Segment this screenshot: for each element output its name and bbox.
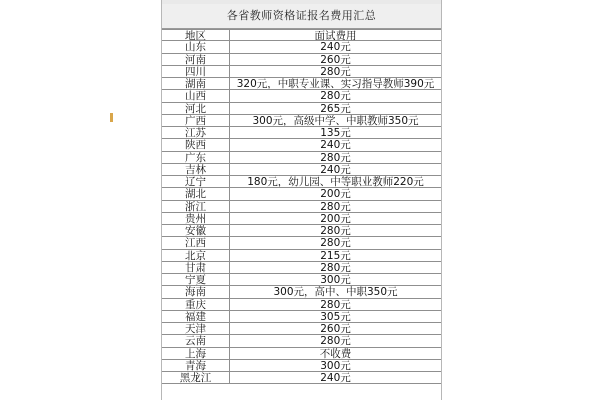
table-row [162,139,441,151]
cell-fee: 280元 [320,225,351,237]
cell-region: 广西 [162,115,230,126]
table-row [162,54,441,66]
cell-fee: 280元 [320,261,351,273]
cell-fee: 320元，中职专业课、实习指导教师390元 [236,78,435,90]
cell-region: 湖南 [162,78,230,89]
cell-region: 湖北 [162,188,230,199]
cell-region: 江苏 [162,127,230,138]
table-row [162,323,441,335]
cell-region: 辽宁 [162,176,230,187]
table-row [162,78,441,90]
cell-fee: 280元 [320,90,351,102]
cell-fee: 260元 [320,53,351,65]
table-row [162,274,441,286]
cell-fee: 280元 [320,151,351,163]
cell-fee: 305元 [320,310,351,322]
cell-fee: 200元 [320,212,351,224]
header-fee: 面试费用 [314,30,357,41]
cell-region: 河北 [162,103,230,114]
cell-fee: 300元，高级中学、中职教师350元 [252,114,419,126]
table-row [162,360,441,372]
cell-region: 黑龙江 [162,372,230,383]
cell-fee: 240元 [320,372,351,384]
spreadsheet-table [161,0,442,400]
cell-fee: 300元 [320,359,351,371]
table-row [162,372,441,384]
cell-fee: 280元 [320,335,351,347]
table-row [162,103,441,115]
cell-region: 广东 [162,152,230,163]
cell-fee: 不收费 [319,347,352,359]
cell-region: 河南 [162,54,230,65]
cell-region: 上海 [162,348,230,359]
cell-fee: 135元 [320,127,351,139]
table-row [162,299,441,311]
cell-region: 福建 [162,311,230,322]
cell-region: 浙江 [162,201,230,212]
cell-fee: 240元 [320,139,351,151]
table-row [162,286,441,298]
table-row [162,237,441,249]
cell-region: 四川 [162,66,230,77]
table-row [162,66,441,78]
cell-fee: 280元 [320,65,351,77]
table-row [162,262,441,274]
cell-region: 云南 [162,335,230,346]
cell-fee: 200元 [320,188,351,200]
table-row [162,115,441,127]
cell-marker [110,113,113,122]
table-row [162,348,441,360]
cell-region: 山西 [162,90,230,101]
cell-fee: 280元 [320,237,351,249]
cell-fee: 300元，高中、中职350元 [273,286,398,298]
table-row [162,225,441,237]
table-row [162,213,441,225]
cell-region: 重庆 [162,299,230,310]
cell-region: 北京 [162,250,230,261]
cell-fee: 260元 [320,323,351,335]
table-grid [162,29,441,384]
table-row [162,90,441,102]
cell-region: 甘肃 [162,262,230,273]
cell-fee: 280元 [320,298,351,310]
cell-fee: 265元 [320,102,351,114]
table-title: 各省教师资格证报名费用汇总 [162,4,441,29]
table-row [162,250,441,262]
cell-region: 贵州 [162,213,230,224]
table-row [162,311,441,323]
table-row [162,41,441,53]
table-row [162,152,441,164]
cell-region: 宁夏 [162,274,230,285]
cell-region: 青海 [162,360,230,371]
cell-region: 山东 [162,41,230,52]
cell-fee: 280元 [320,200,351,212]
header-region: 地区 [162,30,230,40]
table-row [162,127,441,139]
cell-fee: 240元 [320,163,351,175]
table-row [162,176,441,188]
cell-fee: 300元 [320,274,351,286]
table-row [162,335,441,347]
table-row [162,164,441,176]
cell-fee: 240元 [320,41,351,53]
cell-region: 陕西 [162,139,230,150]
cell-fee: 180元，幼儿园、中等职业教师220元 [247,176,424,188]
cell-fee: 215元 [320,249,351,261]
cell-region: 吉林 [162,164,230,175]
table-header-row [162,29,441,41]
cell-region: 江西 [162,237,230,248]
table-row [162,201,441,213]
table-row [162,188,441,200]
cell-region: 安徽 [162,225,230,236]
cell-region: 海南 [162,286,230,297]
cell-region: 天津 [162,323,230,334]
